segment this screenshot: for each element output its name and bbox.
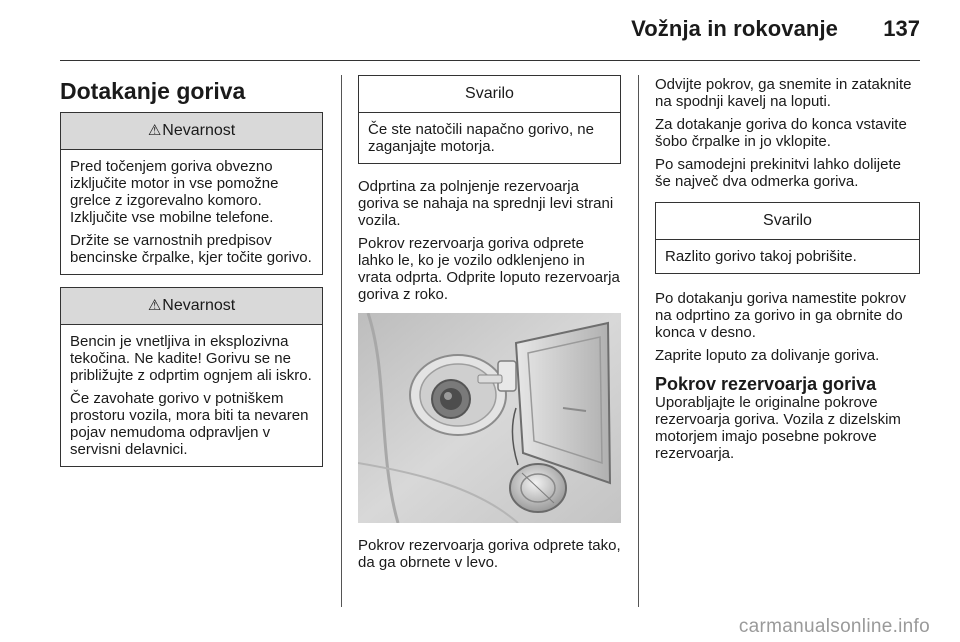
column-right: [655, 75, 920, 468]
header-rule: [60, 60, 920, 61]
caution-box-body: [359, 113, 620, 163]
warning-triangle-icon: ⚠: [147, 122, 162, 139]
danger-text: Držite se varnostnih predpisov bencinske črpalke, kjer točite gorivo.: [70, 232, 312, 266]
danger-box-body: [61, 150, 322, 274]
column-divider-2: [638, 75, 639, 607]
caution-box: [358, 75, 621, 164]
danger-box-1: [60, 112, 323, 275]
body-paragraph: Odvijte pokrov, ga snemite in zataknite na spodnji kavelj na loputi.: [655, 76, 912, 110]
danger-box-body: [61, 325, 322, 466]
danger-label: Nevarnost: [162, 297, 236, 314]
danger-box-2: [60, 287, 323, 467]
caution-text: Če ste natočili napačno gorivo, ne zaganjajte motorja.: [368, 121, 594, 155]
page-header-title: Vožnja in rokovanje: [631, 16, 838, 41]
watermark-url: carmanualsonline.info: [738, 616, 930, 637]
subsection-title: Pokrov rezervoarja goriva: [655, 374, 877, 394]
danger-box-header: [61, 113, 322, 150]
danger-box-header: [61, 288, 322, 325]
caution-box: [655, 202, 920, 274]
body-paragraph: Za dotakanje goriva do konca vstavite šobo črpalke in jo vklopite.: [655, 116, 907, 150]
caution-box-header: Svarilo: [359, 76, 620, 113]
body-paragraph: Pokrov rezervoarja goriva odprete lahko le, ko je vozilo odklenjeno in vrata odprta. Odprite loputo rezervoarja goriva z roko.: [358, 235, 620, 303]
danger-label: Nevarnost: [162, 122, 236, 139]
body-paragraph: Zaprite loputo za dolivanje goriva.: [655, 347, 880, 364]
section-title: Dotakanje goriva: [60, 78, 246, 104]
danger-text: Če zavohate gorivo v potniškem prostoru vozila, mora biti ta nevaren pojav nemudoma odpravljen v servisni delavnici.: [70, 390, 309, 458]
fuel-filler-flap-illustration: [358, 313, 621, 523]
column-left: [60, 75, 323, 479]
page-number: 137: [883, 16, 920, 41]
danger-text: Pred točenjem goriva obvezno izključite motor in vse pomožne grelce z izgorevalno komoro. Izključite vse mobilne telefone.: [70, 158, 279, 226]
caution-text: Razlito gorivo takoj pobrišite.: [665, 248, 857, 265]
figure-caption: Pokrov rezervoarja goriva odprete tako, da ga obrnete v levo.: [358, 537, 621, 571]
body-paragraph: Po samodejni prekinitvi lahko dolijete še največ dva odmerka goriva.: [655, 156, 901, 190]
body-paragraph: Po dotakanju goriva namestite pokrov na odprtino za gorivo in ga obrnite do konca v desno.: [655, 290, 906, 341]
warning-triangle-icon: ⚠: [147, 297, 162, 314]
body-paragraph: Uporabljajte le originalne pokrove rezervoarja goriva. Vozila z dizelskim motorjem imajo posebne pokrove rezervoarja.: [655, 394, 901, 462]
caution-box-body: [656, 240, 919, 273]
body-paragraph: Odprtina za polnjenje rezervoarja goriva se nahaja na sprednji levi strani vozila.: [358, 178, 614, 229]
caution-box-header: Svarilo: [656, 203, 919, 240]
danger-text: Bencin je vnetljiva in eksplozivna tekočina. Ne kadite! Gorivu se ne približujte z odprtim ognjem ali iskro.: [70, 333, 312, 384]
column-divider-1: [341, 75, 342, 607]
column-middle: [358, 75, 621, 577]
